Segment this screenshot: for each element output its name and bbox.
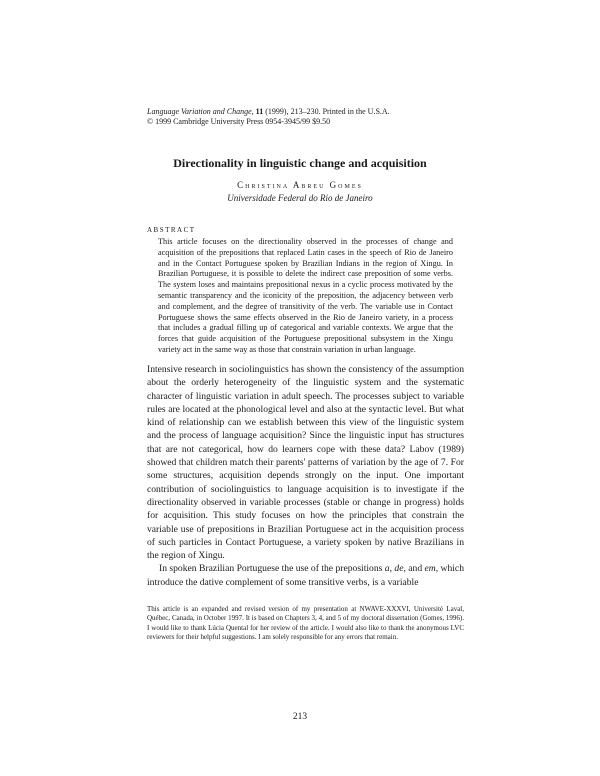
- citation-line: [147, 107, 390, 117]
- author-name: Christina Abreu Gomes: [237, 180, 363, 190]
- abstract-text: This article focuses on the directionality observed in the processes of change and acquisition of the prepositions that replaced Latin cases in the speech of Rio de Janeiro and in the Contact Portuguese spoken by Brazilian Indians in the region of Xingu. In Brazilian Portuguese, it is possible to delete the indirect case preposition of some verbs. The system loses and maintains prepositional nexus in a cyclic process motivated by the semantic transparency and the iconicity of the preposition, the adjacency between verb and complement, and the degree of transitivity of the verb. The variable use in Contact Portuguese shows the same effects observed in the Rio de Janeiro variety, in a process that includes a gradual filling up of categorical and variable contexts. We argue that the forces that guide acquisition of the Portuguese prepositional subsystem in the Xingu variety act in the same way as those that constrain variation in urban language.: [158, 237, 453, 354]
- preposition-em: em: [424, 563, 436, 575]
- body-text: [147, 363, 464, 589]
- separator-2: , and: [403, 563, 425, 575]
- preposition-de: de: [394, 563, 404, 575]
- abstract-label: ABSTRACT: [147, 226, 196, 234]
- paragraph-2-start: In spoken Brazilian Portuguese the use of the prepositions: [159, 563, 385, 575]
- body-paragraph-2: [147, 562, 464, 589]
- separator-1: ,: [389, 563, 395, 575]
- journal-header: [147, 107, 390, 127]
- page-number: 213: [292, 712, 308, 722]
- preposition-a: a: [384, 563, 390, 575]
- footnote: This article is an expanded and revised version of my presentation at NWAVE-XXXVI, Université Laval, Québec, Canada, in October 1997. It is based on Chapters 3, 4, and 5 of my doctoral dissertation (Gomes, 1996). I would like to thank Lúcia Quental for her review of the article. I would also like to thank the anonymous LVC reviewers for their helpful suggestions. I am solely responsible for any errors that remain.: [147, 605, 464, 642]
- author-affiliation: Universidade Federal do Rio de Janeiro: [227, 193, 373, 203]
- volume-number: 11: [255, 107, 264, 116]
- article-title: Directionality in linguistic change and acquisition: [173, 156, 427, 170]
- pages-info: (1999), 213–230. Printed in the U.S.A.: [265, 107, 390, 116]
- journal-name: Language Variation and Change,: [147, 107, 254, 116]
- body-paragraph-1: Intensive research in sociolinguistics has shown the consistency of the assumption about the orderly heterogeneity of the linguistic system and the systematic character of linguistic variation in adult speech. The processes subject to variable rules are located at the phonological level and also at the syntactic level. But what kind of relationship can we establish between this view of the linguistic system and the process of language acquisition? Since the linguistic input has structures that are not categorical, how do learners cope with these data? Labov (1989) showed that children match their parents' patterns of variation by the age of 7. For some structures, acquisition depends strongly on the input. One important contribution of sociolinguistics to language acquisition is to investigate if the directionality observed in variable processes (stable or change in progress) holds for acquisition. This study focuses on how the principles that constrain the variable use of prepositions in Brazilian Portuguese act in the acquisition process of such particles in Contact Portuguese, a variety spoken by native Brazilians in the region of Xingu.: [147, 364, 464, 562]
- paragraph-2-end: , which introduce the dative complement of some transitive verbs, is a variable: [147, 563, 464, 588]
- copyright-line: © 1999 Cambridge University Press 0954-3945/99 $9.50: [147, 117, 331, 126]
